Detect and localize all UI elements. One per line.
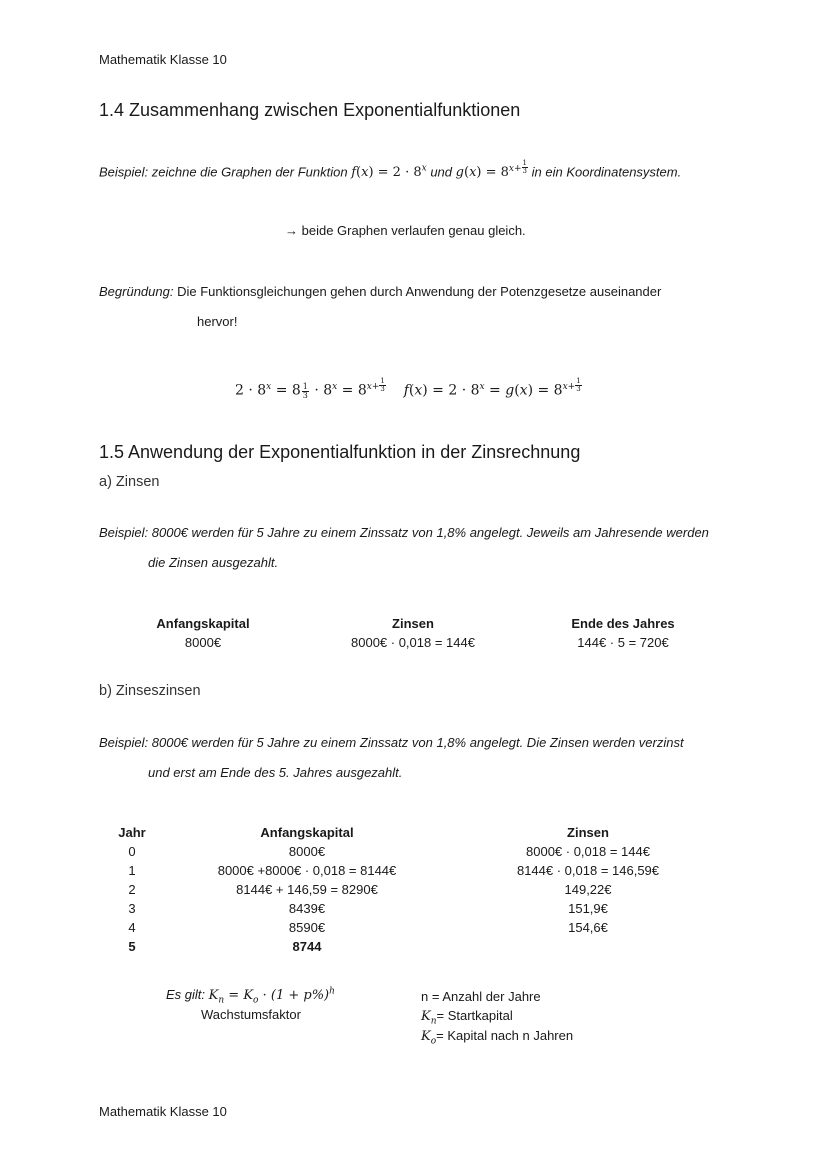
reason-label: Begründung: xyxy=(99,284,174,299)
table-col-zinsen xyxy=(478,823,698,937)
formula-prefix: Es gilt: xyxy=(166,987,206,1002)
example-prefix: Beispiel: zeichne die Graphen der Funktion xyxy=(99,164,348,180)
subsection-a-title: a) Zinsen xyxy=(99,474,160,490)
section-title-1-4: 1.4 Zusammenhang zwischen Exponentialfunktionen xyxy=(99,100,521,120)
simple-interest-year-end xyxy=(553,614,693,652)
table-cell-year: 4 xyxy=(128,920,136,935)
header-zinsen: Zinsen xyxy=(392,616,434,631)
formula-g: $g(x) = 8^{x+ \frac{1}{3}}$ xyxy=(455,159,527,181)
table-cell-capital: 8000€ +8000€ · 0,018 = 8144€ xyxy=(217,863,397,878)
formula-expression: $K_n = K_o \cdot (1 + p\%)^h$ xyxy=(208,986,335,1006)
table-cell-year: 5 xyxy=(128,939,136,954)
formula-legend xyxy=(421,987,573,1046)
value-zinsen: 8000€ · 0,018 = 144€ xyxy=(351,635,475,650)
example-and: und xyxy=(430,164,453,180)
example-suffix: in ein Koordinatensystem. xyxy=(531,164,682,180)
conclusion-text: → beide Graphen verlaufen genau gleich. xyxy=(285,223,526,238)
example-b-line1: Beispiel: 8000€ werden für 5 Jahre zu einem Zinssatz von 1,8% angelegt. Die Zinsen werden verzinst xyxy=(99,735,684,750)
header-zinsen-b: Zinsen xyxy=(567,825,609,840)
table-cell-capital: 8144€ + 146,59 = 8290€ xyxy=(236,882,378,897)
page-footer: Mathematik Klasse 10 xyxy=(99,1104,227,1119)
table-cell-interest: 8000€ · 0,018 = 144€ xyxy=(526,844,650,859)
table-cell-year: 1 xyxy=(128,863,136,878)
table-cell-interest: 8144€ · 0,018 = 146,59€ xyxy=(516,863,660,878)
legend-kn xyxy=(421,1006,573,1026)
header-jahr: Jahr xyxy=(118,825,146,840)
table-cell-interest: 154,6€ xyxy=(568,920,608,935)
table-cell-year: 0 xyxy=(128,844,136,859)
reason-text-2: hervor! xyxy=(197,314,238,329)
compound-formula xyxy=(166,986,335,1006)
example-b-line2: und erst am Ende des 5. Jahres ausgezahlt. xyxy=(148,765,403,780)
table-cell-capital: 8744 xyxy=(292,939,322,954)
table-cell-interest: 151,9€ xyxy=(568,901,608,916)
page-header: Mathematik Klasse 10 xyxy=(99,52,227,67)
header-anfangskapital: Anfangskapital xyxy=(156,616,250,631)
table-cell-capital: 8000€ xyxy=(288,844,326,859)
table-cell-year: 2 xyxy=(128,882,136,897)
example-1-4 xyxy=(99,160,681,180)
simple-interest-capital xyxy=(133,614,273,652)
reason-text: Die Funktionsgleichungen gehen durch Anwendung der Potenzgesetze auseinander xyxy=(177,284,662,299)
legend-ko-text: = Kapital nach n Jahren xyxy=(436,1028,574,1043)
example-a-line1: Beispiel: 8000€ werden für 5 Jahre zu einem Zinssatz von 1,8% angelegt. Jeweils am Jahresende werden xyxy=(99,525,709,540)
table-cell-capital: 8590€ xyxy=(288,920,326,935)
table-col-anfangskapital xyxy=(187,823,427,956)
kn-symbol: $K_n$ xyxy=(421,1009,437,1027)
simple-interest-interest xyxy=(333,614,493,652)
table-cell-capital: 8439€ xyxy=(288,901,326,916)
reason-line xyxy=(99,284,661,299)
growth-factor-label: Wachstumsfaktor xyxy=(201,1007,301,1022)
table-cell-year: 3 xyxy=(128,901,136,916)
value-anfangskapital: 8000€ xyxy=(184,635,222,650)
value-ende-des-jahres: 144€ · 5 = 720€ xyxy=(577,635,669,650)
subsection-b-title: b) Zinseszinsen xyxy=(99,683,201,699)
table-col-jahr xyxy=(112,823,152,956)
legend-kn-text: = Startkapital xyxy=(436,1008,513,1023)
ko-symbol: $K_o$ xyxy=(421,1029,437,1047)
example-a-line2: die Zinsen ausgezahlt. xyxy=(148,555,279,570)
legend-n: n = Anzahl der Jahre xyxy=(421,989,541,1004)
derivation-formula: $2 \cdot 8^x = 8$ $\frac{1}{3}$ · $8^x = 8^{x+ \frac{1}{3}}$ $f(x) = 2 \cdot 8^x = g(x) = 8^{x+ \frac{1}{3}}$ xyxy=(235,377,581,400)
legend-ko xyxy=(421,1026,573,1046)
table-cell-interest: 149,22€ xyxy=(564,882,612,897)
header-ende-des-jahres: Ende des Jahres xyxy=(571,616,675,631)
header-anfangskapital-b: Anfangskapital xyxy=(260,825,354,840)
formula-f: $f(x) = 2 \cdot 8^x$ xyxy=(351,164,427,181)
section-title-1-5: 1.5 Anwendung der Exponentialfunktion in der Zinsrechnung xyxy=(99,442,581,462)
